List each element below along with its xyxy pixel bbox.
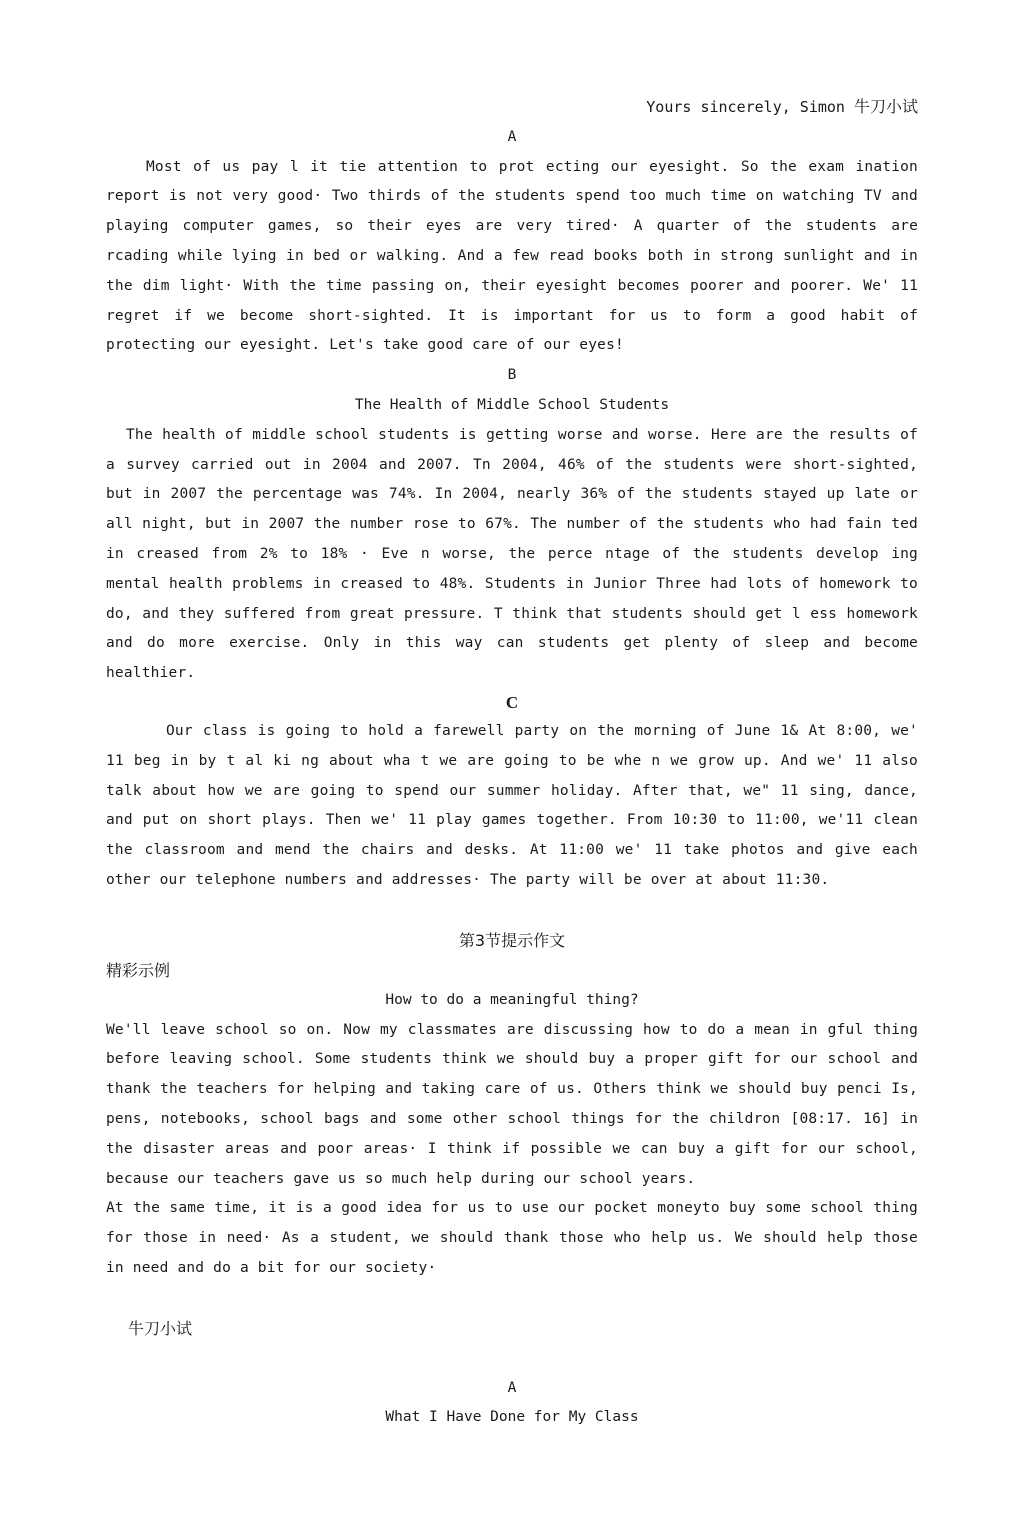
section-c-body: Our class is going to hold a farewell party on the morning of June 1& At 8:00, we' 11 beg in by t al ki ng about wha t we are going to be whe n we grow up. And we' 11 also talk about how we are going to spend our summer holiday. After that, we" 11 sing, dance, and put on short plays. Then we' 11 play games together. From 10:30 to 11:00, we'11 clean the classroom and mend the chairs and desks. At 11:00 we' 11 take photos and give each other our telephone numbers and addresses· The party will be over at about 11:30. bbox=[106, 722, 918, 888]
trial-label: 牛刀小试 bbox=[128, 1318, 193, 1338]
trial-section-label: A bbox=[507, 1379, 517, 1396]
section-a-body: Most of us pay l it tie attention to prot ecting our eyesight. So the exam ination report is not very good· Two thirds of the students spend too much time on watching TV and playing computer games, so their eyes are very tired· A quarter of the students are rcading while lying in bed or walking. And a few read books both in strong sunlight and in the dim light· With the time passing on, their eyesight becomes poorer and poorer. We' 11 regret if we become short-sighted. It is important for us to form a good habit of protecting our eyesight. Let's take good care of our eyes! bbox=[106, 158, 918, 354]
spacer bbox=[106, 1344, 918, 1374]
trial-title: What I Have Done for My Class bbox=[385, 1409, 639, 1426]
essay-title: How to do a meaningful thing? bbox=[385, 991, 639, 1008]
document-page bbox=[106, 92, 918, 1433]
essay-para-2: At the same time, it is a good idea for us to use our pocket moneyto buy some school thing for those in need· As a student, we should thank those who help us. We should help those in need and do a bit for our society· bbox=[106, 1200, 918, 1276]
spacer bbox=[106, 896, 918, 926]
signoff-line bbox=[106, 92, 918, 123]
signoff-text: Yours sincerely, Simon bbox=[646, 98, 845, 116]
section-b-title: The Health of Middle School Students bbox=[354, 396, 670, 413]
signoff-cn-text: 牛刀小试 bbox=[853, 97, 918, 116]
section3-heading: 第3节提示作文 bbox=[458, 930, 566, 950]
section-b-label: B bbox=[507, 367, 517, 384]
essay-para-1: We'll leave school so on. Now my classmates are discussing how to do a mean in gful thing before leaving school. Some students think we should buy a proper gift for our school and thank the teachers for helping and taking care of us. Others think we should buy penci Is, pens, notebooks, school bags and some other school things for the childron [08:17. 16] in the disaster areas and poor areas· I think if possible we can buy a gift for our school, because our teachers gave us so much help during our school years. bbox=[106, 1021, 918, 1187]
example-label: 精彩示例 bbox=[106, 960, 171, 980]
section-c-label: C bbox=[505, 692, 519, 712]
spacer bbox=[106, 1284, 918, 1314]
section-b-body: The health of middle school students is getting worse and worse. Here are the results of a survey carried out in 2004 and 2007. Tn 2004, 46% of the students were short-sighted, but in 2007 the percentage was 74%. In 2004, nearly 36% of the students stayed up late or all night, but in 2007 the number rose to 67%. The number of the students who had fain ted in creased from 2% to 18% · Eve n worse, the perce ntage of the students develop ing mental health problems in creased to 48%. Students in Junior Three had lots of homework to do, and they suffered from great pressure. T think that students should get l ess homework and do more exercise. Only in this way can students get plenty of sleep and become healthier. bbox=[106, 426, 918, 682]
section-a-label: A bbox=[507, 128, 517, 145]
